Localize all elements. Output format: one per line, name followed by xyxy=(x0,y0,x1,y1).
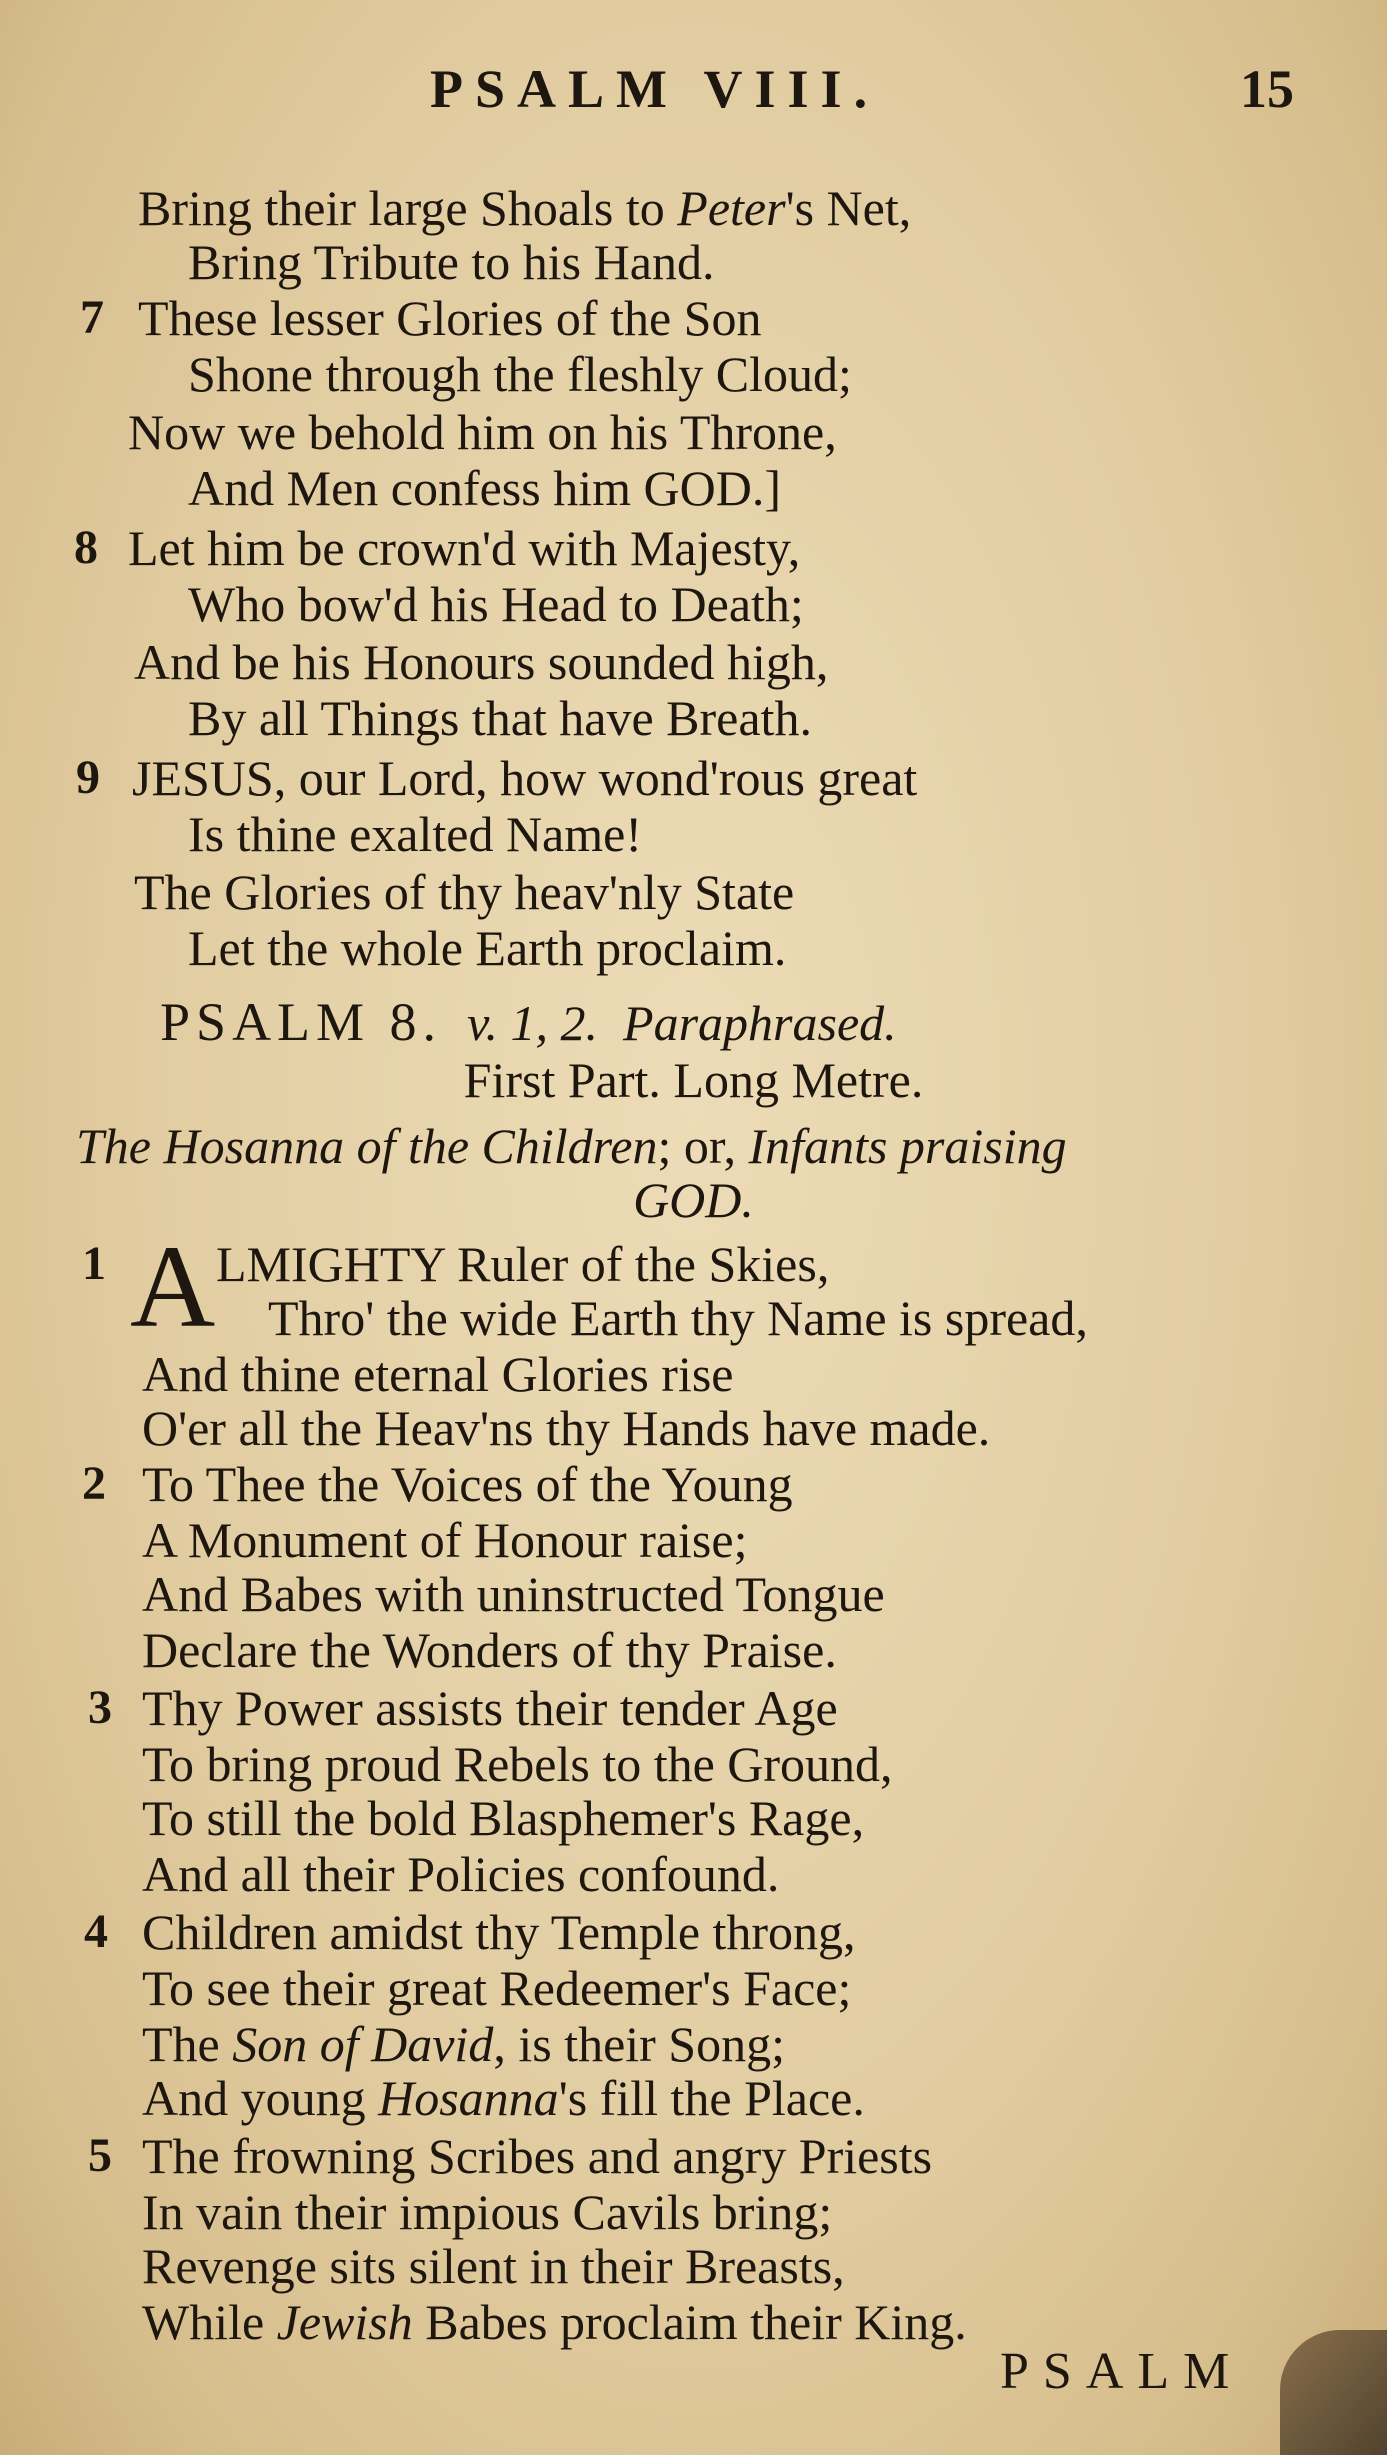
verse-line: A Monument of Honour raise; xyxy=(142,1512,748,1568)
running-title: PSALM VIII. xyxy=(430,59,880,119)
verse-number: 2 xyxy=(82,1457,106,1510)
verse-line: By all Things that have Breath. xyxy=(188,690,812,746)
verse-line: These lesser Glories of the Son xyxy=(138,290,762,346)
verse-line: To see their great Redeemer's Face; xyxy=(142,1960,852,2016)
verse-line: Thy Power assists their tender Age xyxy=(142,1680,838,1736)
page-number: 15 xyxy=(1240,59,1294,119)
verse-line: Let him be crown'd with Majesty, xyxy=(128,520,801,576)
verse-line: Is thine exalted Name! xyxy=(188,806,642,862)
verse-line: The frowning Scribes and angry Priests xyxy=(142,2128,933,2184)
verse-line: To bring proud Rebels to the Ground, xyxy=(142,1736,893,1792)
verse-line: Bring Tribute to his Hand. xyxy=(188,234,715,290)
verse-line: Declare the Wonders of thy Praise. xyxy=(142,1622,837,1678)
psalm-heading: PSALM 8. v. 1, 2. Paraphrased. xyxy=(160,992,897,1052)
psalm-subtitle-continued: GOD. xyxy=(633,1172,754,1228)
verse-line: Let the whole Earth proclaim. xyxy=(188,920,787,976)
verse-line: Who bow'd his Head to Death; xyxy=(188,576,804,632)
verse-number: 1 xyxy=(82,1237,106,1290)
verse-line: And be his Honours sounded high, xyxy=(134,634,829,690)
verse-line: Revenge sits silent in their Breasts, xyxy=(142,2238,845,2294)
verse-number: 7 xyxy=(80,291,104,344)
verse-line: Children amidst thy Temple throng, xyxy=(142,1904,856,1960)
running-head xyxy=(0,58,1387,128)
verse-line: To Thee the Voices of the Young xyxy=(142,1456,793,1512)
verse-line: LMIGHTY Ruler of the Skies, xyxy=(216,1236,830,1292)
verse-line: While Jewish Babes proclaim their King. xyxy=(142,2294,967,2350)
verse-number: 4 xyxy=(84,1905,108,1958)
verse-number: 9 xyxy=(76,751,100,804)
psalm-subtitle: The Hosanna of the Children; or, Infants praising xyxy=(76,1118,1067,1174)
verse-number: 3 xyxy=(88,1681,112,1734)
verse-number: 8 xyxy=(74,521,98,574)
verse-line: In vain their impious Cavils bring; xyxy=(142,2184,833,2240)
verse-line: Bring their large Shoals to Peter's Net, xyxy=(138,180,912,236)
verse-line: The Glories of thy heav'nly State xyxy=(134,864,795,920)
verse-line: Now we behold him on his Throne, xyxy=(128,404,837,460)
verse-line: And Men confess him GOD.] xyxy=(188,460,781,516)
page-corner-damage xyxy=(1280,2330,1387,2455)
verse-line: And thine eternal Glories rise xyxy=(142,1346,734,1402)
verse-line: And young Hosanna's fill the Place. xyxy=(142,2070,865,2126)
verse-line: O'er all the Heav'ns thy Hands have made. xyxy=(142,1400,991,1456)
verse-line: The Son of David, is their Song; xyxy=(142,2016,786,2072)
verse-line: JESUS, our Lord, how wond'rous great xyxy=(132,750,918,806)
verse-line: To still the bold Blasphemer's Rage, xyxy=(142,1790,865,1846)
verse-line: And all their Policies confound. xyxy=(142,1846,780,1902)
verse-line: Thro' the wide Earth thy Name is spread, xyxy=(268,1290,1088,1346)
psalm-part-line: First Part. Long Metre. xyxy=(463,1052,924,1108)
drop-cap: A xyxy=(130,1221,216,1352)
verse-line: And Babes with uninstructed Tongue xyxy=(142,1566,885,1622)
verse-line: Shone through the fleshly Cloud; xyxy=(188,346,852,402)
verse-number: 5 xyxy=(88,2129,112,2182)
catchword: PSALM xyxy=(1000,2343,1244,2400)
